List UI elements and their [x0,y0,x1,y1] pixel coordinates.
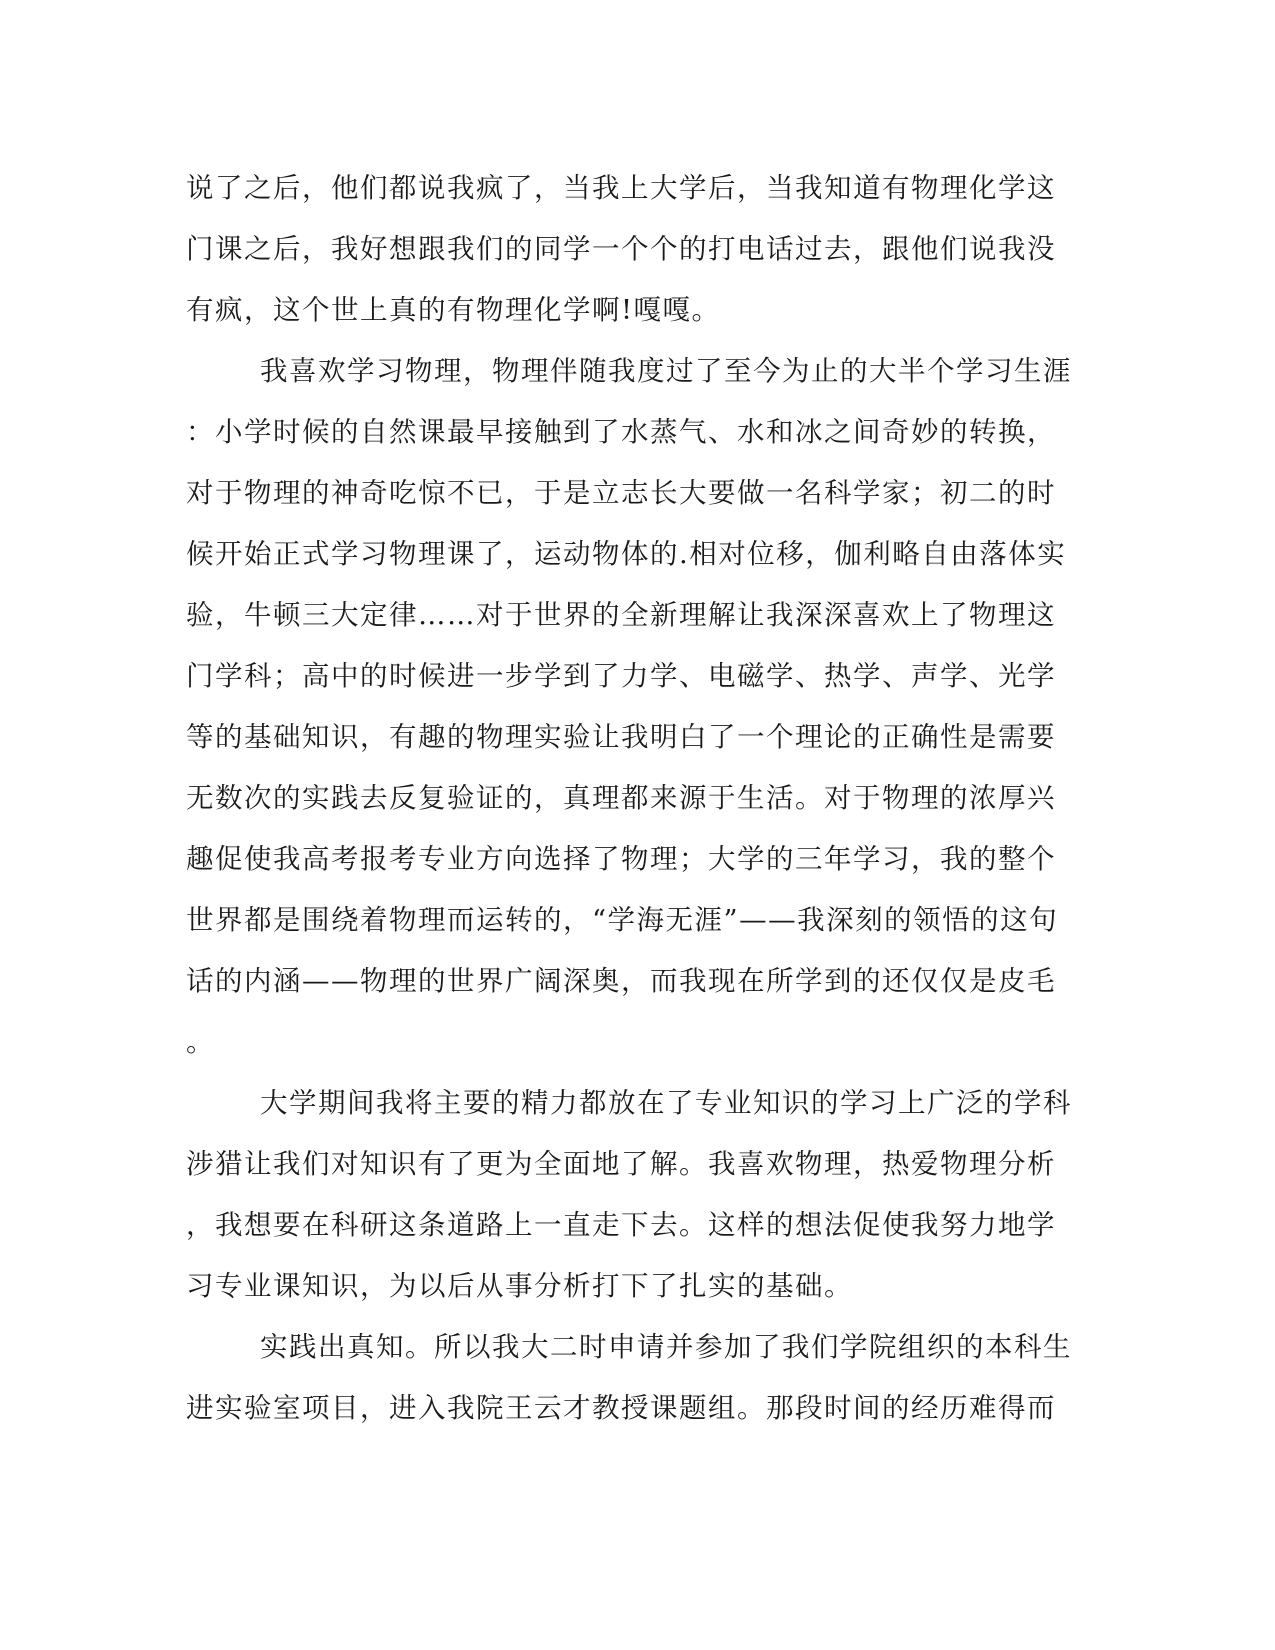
text-line: 验，牛顿三大定律……对于世界的全新理解让我深深喜欢上了物理这 [186,599,1056,631]
text-line: 世界都是围绕着物理而运转的，“学海无涯”——我深刻的领悟的这句 [186,904,1059,936]
text-line: 有疯，这个世上真的有物理化学啊!嘎嘎。 [186,294,721,326]
text-line: 趣促使我高考报考专业方向选择了物理；大学的三年学习，我的整个 [186,843,1056,875]
text-line: 门学科；高中的时候进一步学到了力学、电磁学、热学、声学、光学 [186,660,1056,692]
text-line: ，我想要在科研这条道路上一直走下去。这样的想法促使我努力地学 [186,1209,1056,1241]
text-line: 说了之后，他们都说我疯了，当我上大学后，当我知道有物理化学这 [186,172,1056,204]
text-line: 门课之后，我好想跟我们的同学一个个的打电话过去，跟他们说我没 [186,233,1056,265]
body-text [186,158,1072,1439]
text-line: 等的基础知识，有趣的物理实验让我明白了一个理论的正确性是需要 [186,721,1056,753]
text-line: 习专业课知识，为以后从事分析打下了扎实的基础。 [186,1270,853,1302]
text-line: 。 [186,1026,215,1058]
paragraph-first-line: 实践出真知。所以我大二时申请并参加了我们学院组织的本科生 [260,1331,1072,1363]
text-line: ：小学时候的自然课最早接触到了水蒸气、水和冰之间奇妙的转换， [186,416,1056,448]
text-line: 进实验室项目，进入我院王云才教授课题组。那段时间的经历难得而 [186,1392,1056,1424]
text-line: 涉猎让我们对知识有了更为全面地了解。我喜欢物理，热爱物理分析 [186,1148,1056,1180]
text-line: 话的内涵——物理的世界广阔深奥，而我现在所学到的还仅仅是皮毛 [186,965,1056,997]
text-line: 无数次的实践去反复验证的，真理都来源于生活。对于物理的浓厚兴 [186,782,1056,814]
paragraph-first-line: 大学期间我将主要的精力都放在了专业知识的学习上广泛的学科 [260,1087,1072,1119]
text-line: 候开始正式学习物理课了，运动物体的.相对位移，伽利略自由落体实 [186,538,1067,570]
paragraph-first-line: 我喜欢学习物理，物理伴随我度过了至今为止的大半个学习生涯 [260,355,1072,387]
text-line: 对于物理的神奇吃惊不已，于是立志长大要做一名科学家；初二的时 [186,477,1056,509]
